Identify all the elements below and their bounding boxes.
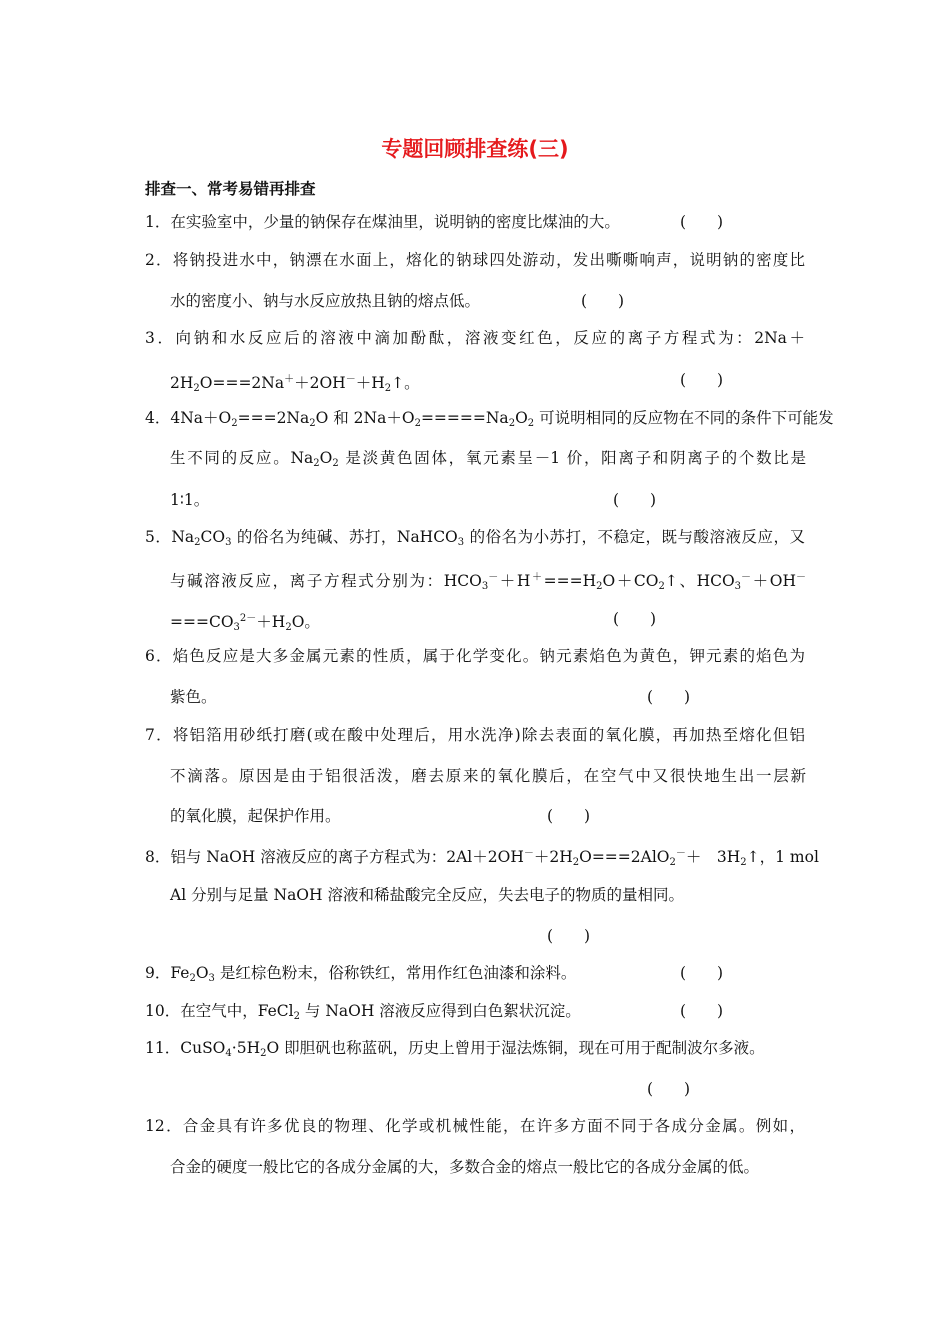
answer-blank-5[interactable]: ( ) — [613, 610, 657, 628]
question-7-line-2: 不滴落。原因是由于铝很活泼，磨去原来的氧化膜后，在空气中又很快地生出一层新 — [170, 767, 806, 785]
answer-blank-9[interactable]: ( ) — [680, 964, 724, 982]
answer-blank-11[interactable]: ( ) — [647, 1080, 691, 1098]
question-9-line-1: 9．$Fe_2O_3$ 是红棕色粉末，俗称铁红，常用作红色油漆和涂料。 — [145, 964, 577, 984]
question-11-line-1: 11．$CuSO_4\cdot 5H_2O$ 即胆矾也称蓝矾，历史上曾用于湿法炼铜，现在可用于配制波尔多液。 — [145, 1039, 765, 1059]
question-4-line-1: 4．$4Na+O_2===2Na_2O$ 和 $2Na+O_2=====Na_2O_2$ 可说明相同的反应物在不同的条件下可能发 — [145, 409, 834, 429]
question-10-line-1: 10．在空气中，FeCl$_2$ 与 NaOH 溶液反应得到白色絮状沉淀。 — [145, 1002, 581, 1022]
question-6-line-2: 紫色。 — [170, 688, 217, 706]
question-4-line-2: 生不同的反应。$Na_2O_2$ 是淡黄色固体，氧元素呈－1 价，阳离子和阴离子的个数比是 — [170, 449, 806, 469]
question-2-line-2: 水的密度小、钠与水反应放热且钠的熔点低。 — [170, 292, 481, 310]
question-3-line-2: $2H_2O===2Na^++2OH^-+H_2↑$。 — [170, 374, 420, 394]
question-1-line-1: 1．在实验室中，少量的钠保存在煤油里，说明钠的密度比煤油的大。 — [145, 213, 620, 231]
answer-blank-4[interactable]: ( ) — [613, 491, 657, 509]
page-title: 专题回顾排查练(三) — [381, 137, 569, 161]
answer-blank-7[interactable]: ( ) — [547, 807, 591, 825]
answer-blank-1[interactable]: ( ) — [680, 213, 724, 231]
question-5-line-3: $===CO_3^{2-}+H_2O$。 — [170, 613, 320, 633]
question-7-line-1: 7．将铝箔用砂纸打磨(或在酸中处理后，用水洗净)除去表面的氧化膜，再加热至熔化但铝 — [145, 726, 805, 744]
question-12-line-1: 12．合金具有许多优良的物理、化学或机械性能，在许多方面不同于各成分金属。例如， — [145, 1117, 805, 1135]
answer-blank-3[interactable]: ( ) — [680, 371, 724, 389]
answer-blank-6[interactable]: ( ) — [647, 688, 691, 706]
question-5-line-1: 5．$Na_2CO_3$ 的俗名为纯碱、苏打，NaHCO$_3$ 的俗名为小苏打，不稳定，既与酸溶液反应，又 — [145, 528, 805, 548]
question-12-line-2: 合金的硬度一般比它的各成分金属的大，多数合金的熔点一般比它的各成分金属的低。 — [170, 1158, 760, 1176]
question-7-line-3: 的氧化膜，起保护作用。 — [170, 807, 341, 825]
answer-blank-2[interactable]: ( ) — [581, 292, 625, 310]
answer-blank-10[interactable]: ( ) — [680, 1002, 724, 1020]
section-heading: 排查一、常考易错再排查 — [145, 180, 316, 198]
question-5-line-2: 与碱溶液反应，离子方程式分别为：$HCO_3^-+H^+===H_2O+CO_2↑$、$HCO_3^-+OH^-$ — [170, 572, 806, 592]
answer-blank-8[interactable]: ( ) — [547, 927, 591, 945]
question-2-line-1: 2．将钠投进水中，钠漂在水面上，熔化的钠球四处游动，发出嘶嘶响声，说明钠的密度比 — [145, 251, 805, 269]
question-8-line-1: 8．铝与 NaOH 溶液反应的离子方程式为：$2Al+2OH^-+2H_2O===2AlO_2^-+$ $3H_2↑$，1 mol — [145, 848, 819, 868]
question-6-line-1: 6．焰色反应是大多金属元素的性质，属于化学变化。钠元素焰色为黄色，钾元素的焰色为 — [145, 647, 805, 665]
question-4-line-3: 1∶1。 — [170, 491, 210, 509]
question-3-line-1: 3．向钠和水反应后的溶液中滴加酚酞，溶液变红色，反应的离子方程式为：2Na＋ — [145, 329, 805, 347]
question-8-line-2: Al 分别与足量 NaOH 溶液和稀盐酸完全反应，失去电子的物质的量相同。 — [170, 886, 684, 904]
